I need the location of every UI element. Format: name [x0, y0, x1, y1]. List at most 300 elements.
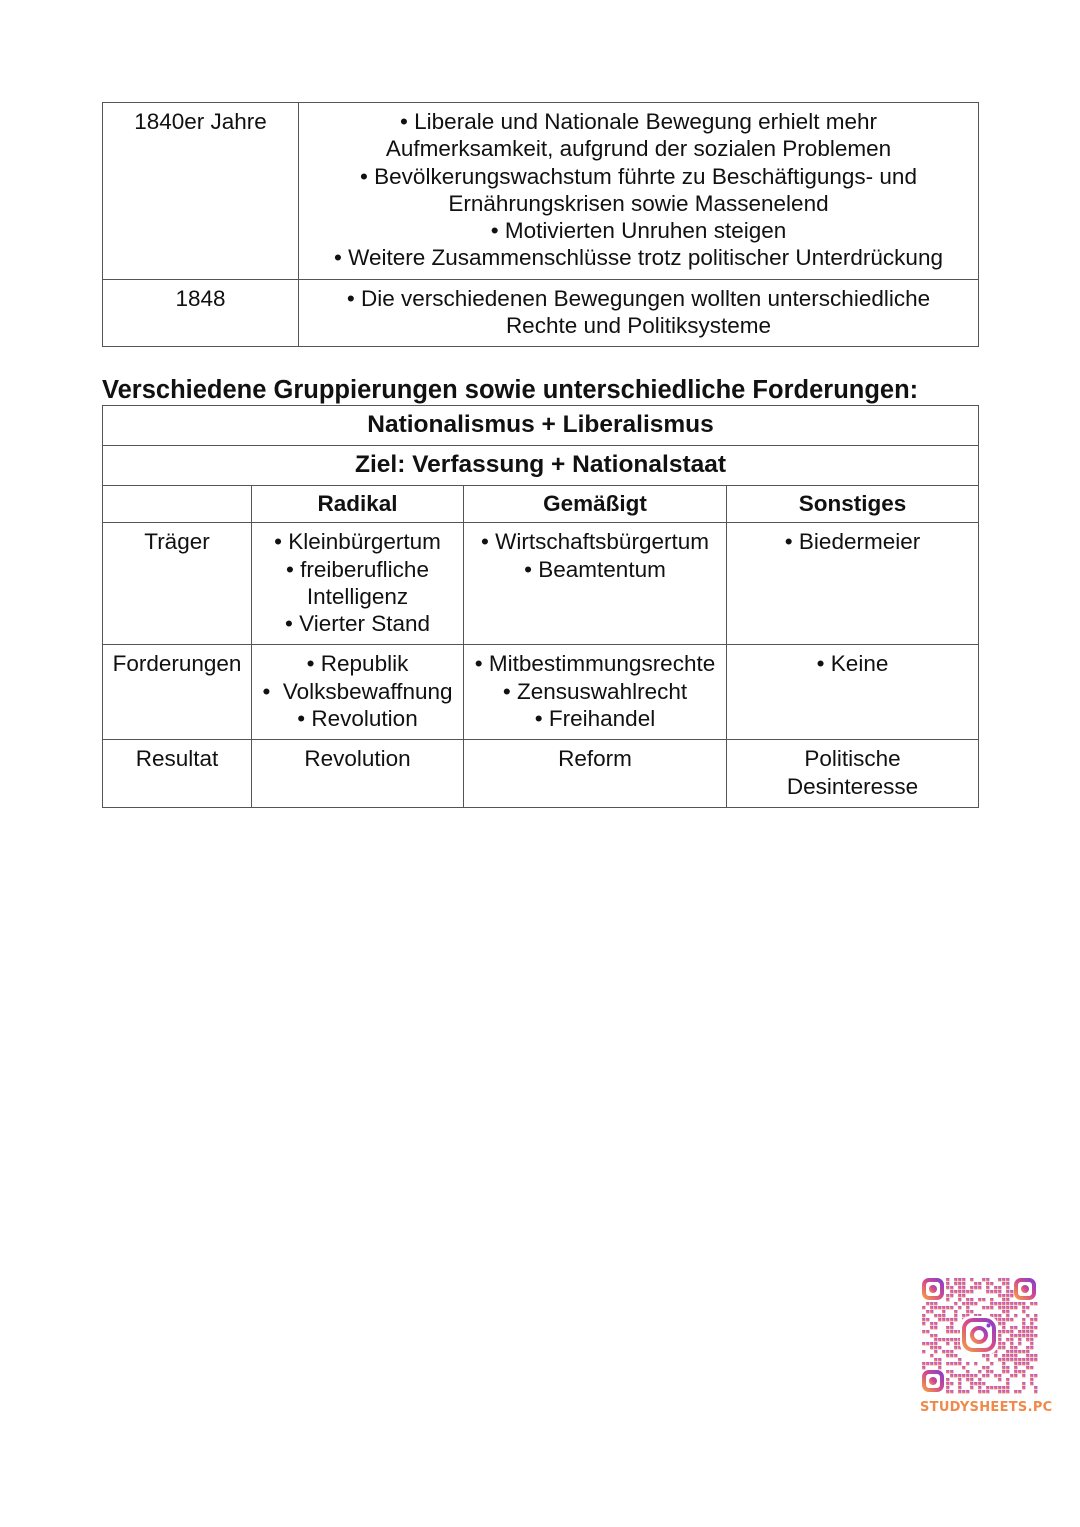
qr-module: [950, 1354, 953, 1357]
qr-module: [1010, 1326, 1013, 1329]
table-row: [103, 740, 979, 808]
qr-module: [962, 1366, 965, 1369]
qr-module: [1006, 1310, 1009, 1313]
qr-module: [998, 1294, 1001, 1297]
qr-module: [962, 1314, 965, 1317]
qr-module: [1022, 1310, 1025, 1313]
qr-module: [978, 1286, 981, 1289]
qr-module: [994, 1354, 997, 1357]
cell-line: • Revolution: [297, 706, 418, 732]
qr-module: [1006, 1366, 1009, 1369]
qr-module: [954, 1374, 957, 1377]
table-row: [103, 523, 979, 645]
qr-module: [950, 1370, 953, 1373]
qr-module: [1014, 1306, 1017, 1309]
qr-module: [1002, 1306, 1005, 1309]
qr-module: [930, 1334, 933, 1337]
cell-line: • Beamtentum: [524, 556, 666, 582]
qr-module: [986, 1366, 989, 1369]
qr-module: [1006, 1302, 1009, 1305]
qr-module: [922, 1322, 925, 1325]
goal-label: Ziel: Verfassung + Nationalstaat: [103, 446, 979, 486]
row-label-forderungen: Forderungen: [103, 645, 252, 740]
qr-module: [966, 1374, 969, 1377]
qr-module: [970, 1386, 973, 1389]
event-line: • Motivierten Unruhen steigen: [490, 218, 787, 244]
qr-module: [938, 1366, 941, 1369]
qr-module: [966, 1290, 969, 1293]
qr-module: [982, 1298, 985, 1301]
qr-module: [1034, 1302, 1037, 1305]
qr-module: [958, 1306, 961, 1309]
qr-module: [946, 1378, 949, 1381]
cell-line: • Biedermeier: [784, 529, 921, 555]
qr-module: [934, 1362, 937, 1365]
qr-module: [938, 1346, 941, 1349]
qr-module: [966, 1362, 969, 1365]
qr-module: [1002, 1298, 1005, 1301]
qr-module: [990, 1370, 993, 1373]
table-cell: [464, 523, 727, 645]
qr-module: [990, 1298, 993, 1301]
qr-module: [970, 1278, 973, 1281]
qr-module: [946, 1278, 949, 1281]
qr-module: [1010, 1334, 1013, 1337]
row-label-resultat: Resultat: [103, 740, 252, 808]
qr-module: [934, 1338, 937, 1341]
qr-module: [994, 1286, 997, 1289]
qr-module: [922, 1350, 925, 1353]
qr-module: [978, 1378, 981, 1381]
qr-module: [998, 1374, 1001, 1377]
qr-module: [938, 1314, 941, 1317]
qr-module: [946, 1326, 949, 1329]
qr-module: [1014, 1334, 1017, 1337]
qr-module: [950, 1374, 953, 1377]
qr-module: [974, 1374, 977, 1377]
qr-module: [970, 1382, 973, 1385]
qr-module: [954, 1354, 957, 1357]
qr-module: [930, 1342, 933, 1345]
qr-module: [930, 1362, 933, 1365]
table-title-row: [103, 406, 979, 446]
qr-module: [934, 1346, 937, 1349]
qr-module: [966, 1390, 969, 1393]
qr-module: [1022, 1374, 1025, 1377]
event-line: • Liberale und Nationale Bewegung erhielt mehr: [400, 109, 877, 134]
cell-line: • freiberufliche: [286, 556, 429, 582]
qr-module: [1010, 1350, 1013, 1353]
qr-module: [1034, 1334, 1037, 1337]
qr-module: [1034, 1314, 1037, 1317]
qr-module: [1014, 1302, 1017, 1305]
qr-module: [930, 1322, 933, 1325]
table-row: [103, 103, 979, 280]
qr-module: [1006, 1318, 1009, 1321]
qr-module: [986, 1306, 989, 1309]
qr-module: [990, 1386, 993, 1389]
column-header-sonstiges: Sonstiges: [727, 486, 979, 523]
section-heading: Verschiedene Gruppierungen sowie unterschiedliche Forderungen:: [102, 376, 919, 404]
timeline-table: [102, 102, 979, 347]
qr-module: [1002, 1342, 1005, 1345]
qr-module: [1006, 1390, 1009, 1393]
qr-module: [946, 1342, 949, 1345]
qr-module: [962, 1302, 965, 1305]
qr-module: [1030, 1374, 1033, 1377]
qr-module: [986, 1374, 989, 1377]
qr-module: [946, 1318, 949, 1321]
qr-module: [1030, 1338, 1033, 1341]
qr-module: [926, 1330, 929, 1333]
qr-module: [946, 1338, 949, 1341]
event-line: • Weitere Zusammenschlüsse trotz politischer Unterdrückung: [334, 245, 943, 271]
qr-module: [958, 1374, 961, 1377]
cell-line: Intelligenz: [306, 583, 409, 609]
event-line: Aufmerksamkeit, aufgrund der sozialen Problemen: [385, 136, 892, 162]
events-cell: [299, 103, 979, 280]
qr-module: [966, 1302, 969, 1305]
qr-module: [934, 1334, 937, 1337]
qr-module: [970, 1374, 973, 1377]
qr-module: [998, 1322, 1001, 1325]
qr-module: [946, 1354, 949, 1357]
qr-module: [938, 1358, 941, 1361]
qr-module: [998, 1330, 1001, 1333]
qr-module: [950, 1338, 953, 1341]
qr-module: [1022, 1382, 1025, 1385]
qr-module: [1006, 1286, 1009, 1289]
qr-module: [1022, 1302, 1025, 1305]
qr-module: [1006, 1314, 1009, 1317]
qr-module: [958, 1386, 961, 1389]
qr-module: [1018, 1370, 1021, 1373]
qr-module: [970, 1290, 973, 1293]
qr-module: [1002, 1362, 1005, 1365]
table-cell: [252, 645, 464, 740]
cell-line: Reform: [558, 746, 632, 772]
qr-module: [994, 1314, 997, 1317]
qr-module: [1030, 1382, 1033, 1385]
table-cell: [252, 523, 464, 645]
qr-module: [1006, 1386, 1009, 1389]
qr-module: [1006, 1330, 1009, 1333]
qr-module: [998, 1346, 1001, 1349]
cell-line: Desinteresse: [786, 773, 919, 799]
qr-module: [1026, 1330, 1029, 1333]
qr-module: [1030, 1354, 1033, 1357]
qr-module: [942, 1338, 945, 1341]
qr-module: [958, 1378, 961, 1381]
qr-module: [1010, 1330, 1013, 1333]
qr-module: [1010, 1290, 1013, 1293]
qr-module: [1030, 1378, 1033, 1381]
qr-module: [986, 1354, 989, 1357]
qr-module: [1030, 1318, 1033, 1321]
qr-module: [986, 1290, 989, 1293]
qr-module: [942, 1306, 945, 1309]
qr-module: [978, 1370, 981, 1373]
qr-module: [1022, 1358, 1025, 1361]
qr-module: [982, 1306, 985, 1309]
qr-module: [1006, 1358, 1009, 1361]
column-header-gemaessigt: Gemäßigt: [464, 486, 727, 523]
qr-module: [946, 1282, 949, 1285]
qr-module: [1026, 1350, 1029, 1353]
qr-module: [1034, 1358, 1037, 1361]
qr-module: [1030, 1330, 1033, 1333]
qr-module: [1026, 1338, 1029, 1341]
qr-module: [934, 1342, 937, 1345]
qr-module: [950, 1330, 953, 1333]
qr-module: [994, 1302, 997, 1305]
qr-module: [1026, 1326, 1029, 1329]
groups-table: [102, 405, 979, 808]
qr-module: [1022, 1350, 1025, 1353]
qr-module: [990, 1302, 993, 1305]
qr-module: [946, 1382, 949, 1385]
qr-module: [954, 1282, 957, 1285]
qr-module: [950, 1286, 953, 1289]
qr-module: [946, 1286, 949, 1289]
qr-module: [1022, 1318, 1025, 1321]
qr-module: [958, 1278, 961, 1281]
qr-module: [946, 1306, 949, 1309]
qr-code[interactable]: [920, 1276, 1038, 1394]
qr-module: [922, 1362, 925, 1365]
qr-module: [974, 1282, 977, 1285]
qr-module: [1010, 1358, 1013, 1361]
qr-module: [1022, 1362, 1025, 1365]
qr-module: [1014, 1326, 1017, 1329]
qr-module: [1006, 1298, 1009, 1301]
qr-module: [934, 1322, 937, 1325]
qr-module: [1002, 1326, 1005, 1329]
qr-module: [1018, 1342, 1021, 1345]
period-cell: 1848: [103, 279, 299, 347]
qr-module: [998, 1278, 1001, 1281]
qr-module: [930, 1310, 933, 1313]
qr-module: [966, 1378, 969, 1381]
qr-module: [1022, 1370, 1025, 1373]
qr-module: [958, 1282, 961, 1285]
qr-module: [1018, 1358, 1021, 1361]
qr-module: [930, 1306, 933, 1309]
qr-module: [946, 1294, 949, 1297]
qr-module: [950, 1322, 953, 1325]
table-cell: [464, 645, 727, 740]
qr-module: [970, 1378, 973, 1381]
qr-module: [946, 1370, 949, 1373]
qr-module: [986, 1370, 989, 1373]
qr-module: [1030, 1366, 1033, 1369]
qr-module: [950, 1390, 953, 1393]
qr-module: [962, 1286, 965, 1289]
qr-module: [986, 1278, 989, 1281]
qr-module: [1006, 1354, 1009, 1357]
qr-module: [930, 1302, 933, 1305]
qr-module: [1026, 1354, 1029, 1357]
qr-module: [946, 1390, 949, 1393]
qr-module: [922, 1314, 925, 1317]
qr-module: [970, 1302, 973, 1305]
qr-module: [1014, 1314, 1017, 1317]
qr-module: [1002, 1358, 1005, 1361]
empty-corner-cell: [103, 486, 252, 523]
qr-module: [1002, 1366, 1005, 1369]
qr-module: [1010, 1306, 1013, 1309]
qr-module: [1030, 1322, 1033, 1325]
qr-module: [1018, 1390, 1021, 1393]
qr-module: [982, 1278, 985, 1281]
qr-module: [958, 1298, 961, 1301]
qr-module: [974, 1286, 977, 1289]
table-cell: [727, 740, 979, 808]
period-cell: 1840er Jahre: [103, 103, 299, 280]
qr-module: [950, 1362, 953, 1365]
cell-line: • Volksbewaffnung: [262, 678, 453, 704]
cell-line: • Republik: [306, 651, 409, 677]
qr-module: [958, 1358, 961, 1361]
qr-module: [1002, 1318, 1005, 1321]
qr-module: [954, 1290, 957, 1293]
qr-module: [994, 1290, 997, 1293]
qr-module: [998, 1318, 1001, 1321]
qr-module: [998, 1334, 1001, 1337]
qr-module: [950, 1318, 953, 1321]
qr-module: [930, 1326, 933, 1329]
qr-module: [1022, 1322, 1025, 1325]
qr-module: [950, 1350, 953, 1353]
qr-module: [998, 1338, 1001, 1341]
qr-module: [990, 1282, 993, 1285]
qr-module: [1014, 1366, 1017, 1369]
qr-module: [974, 1362, 977, 1365]
qr-module: [986, 1358, 989, 1361]
qr-module: [1010, 1374, 1013, 1377]
qr-module: [1034, 1326, 1037, 1329]
cell-line: • Kleinbürgertum: [274, 529, 441, 555]
goal-row: [103, 446, 979, 486]
cell-line: Revolution: [304, 746, 411, 772]
qr-module: [998, 1290, 1001, 1293]
cell-line: • Zensuswahlrecht: [502, 678, 688, 704]
qr-module: [998, 1302, 1001, 1305]
qr-module: [1006, 1282, 1009, 1285]
qr-module: [1026, 1366, 1029, 1369]
qr-module: [934, 1306, 937, 1309]
qr-module: [938, 1318, 941, 1321]
qr-module: [1014, 1358, 1017, 1361]
qr-module: [1014, 1362, 1017, 1365]
table-cell: [252, 740, 464, 808]
qr-module: [1034, 1318, 1037, 1321]
table-title: Nationalismus + Liberalismus: [103, 406, 979, 446]
qr-module: [954, 1342, 957, 1345]
qr-module: [986, 1386, 989, 1389]
event-line: Rechte und Politiksysteme: [505, 313, 772, 339]
qr-module: [954, 1330, 957, 1333]
table-cell: [727, 523, 979, 645]
qr-module: [926, 1318, 929, 1321]
qr-module: [1014, 1350, 1017, 1353]
qr-module: [1014, 1374, 1017, 1377]
qr-module: [934, 1302, 937, 1305]
qr-module: [1018, 1338, 1021, 1341]
qr-module: [962, 1282, 965, 1285]
qr-module: [974, 1382, 977, 1385]
qr-module: [1006, 1290, 1009, 1293]
qr-module: [962, 1374, 965, 1377]
qr-module: [962, 1278, 965, 1281]
event-line: • Bevölkerungswachstum führte zu Beschäftigungs- und: [360, 163, 917, 189]
qr-module: [1006, 1378, 1009, 1381]
qr-module: [1010, 1346, 1013, 1349]
table-row: [103, 645, 979, 740]
qr-module: [1006, 1278, 1009, 1281]
qr-module: [970, 1286, 973, 1289]
qr-module: [954, 1302, 957, 1305]
qr-module: [1010, 1318, 1013, 1321]
qr-module: [946, 1350, 949, 1353]
qr-module: [946, 1330, 949, 1333]
qr-module: [934, 1326, 937, 1329]
qr-module: [1002, 1278, 1005, 1281]
cell-line: • Vierter Stand: [284, 611, 431, 637]
qr-module: [954, 1314, 957, 1317]
qr-module: [1010, 1342, 1013, 1345]
qr-module: [994, 1374, 997, 1377]
qr-module: [958, 1382, 961, 1385]
qr-module: [950, 1306, 953, 1309]
qr-module: [1026, 1314, 1029, 1317]
qr-module: [1010, 1338, 1013, 1341]
qr-module: [974, 1302, 977, 1305]
qr-module: [1002, 1330, 1005, 1333]
table-cell: [727, 645, 979, 740]
qr-module: [942, 1310, 945, 1313]
qr-module: [998, 1390, 1001, 1393]
qr-module: [942, 1314, 945, 1317]
column-header-radikal: Radikal: [252, 486, 464, 523]
qr-module: [962, 1390, 965, 1393]
qr-module: [946, 1386, 949, 1389]
qr-module: [926, 1342, 929, 1345]
qr-module: [1018, 1334, 1021, 1337]
qr-module: [954, 1362, 957, 1365]
qr-module: [982, 1354, 985, 1357]
qr-module: [938, 1306, 941, 1309]
qr-module: [1006, 1338, 1009, 1341]
qr-module: [1030, 1358, 1033, 1361]
qr-module: [1030, 1334, 1033, 1337]
qr-module: [954, 1346, 957, 1349]
qr-module: [958, 1286, 961, 1289]
qr-module: [1030, 1342, 1033, 1345]
qr-module: [982, 1374, 985, 1377]
qr-module: [978, 1386, 981, 1389]
qr-module: [962, 1290, 965, 1293]
qr-module: [982, 1382, 985, 1385]
cell-line: • Freihandel: [534, 706, 656, 732]
qr-module: [1002, 1322, 1005, 1325]
qr-module: [926, 1362, 929, 1365]
qr-module: [990, 1290, 993, 1293]
qr-module: [966, 1298, 969, 1301]
qr-module: [966, 1310, 969, 1313]
cell-line: • Wirtschaftsbürgertum: [481, 529, 709, 555]
qr-module: [1014, 1370, 1017, 1373]
